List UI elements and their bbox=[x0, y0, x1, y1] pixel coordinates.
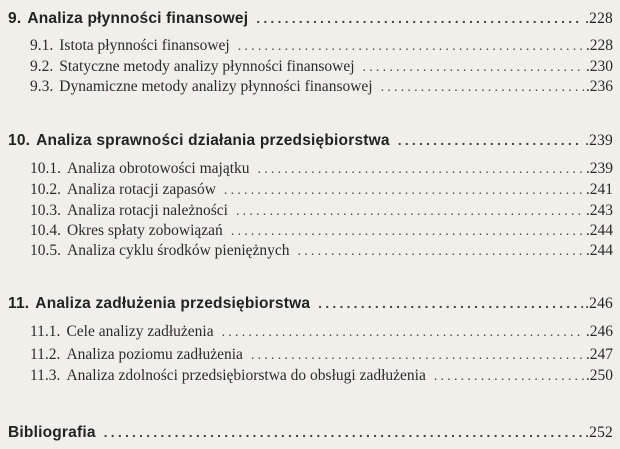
section-title: Analiza cyklu środków pieniężnych bbox=[67, 242, 290, 259]
page-number: .239 bbox=[585, 132, 613, 149]
section-number: 9.3. bbox=[30, 78, 54, 95]
chapter-11-heading[interactable] bbox=[8, 295, 613, 313]
section-title: Analiza zdolności przedsiębiorstwa do obsługi zadłużenia bbox=[66, 367, 426, 384]
toc-entry-11-3[interactable] bbox=[30, 367, 613, 385]
section-number: 9.2. bbox=[30, 58, 54, 75]
leader-dots bbox=[236, 204, 584, 220]
section-number: 11.3. bbox=[30, 367, 61, 384]
page-number: .228 bbox=[585, 37, 613, 54]
toc-entry-10-4[interactable] bbox=[30, 222, 613, 240]
leader-dots bbox=[224, 183, 584, 199]
chapter-number: 11. bbox=[8, 295, 30, 312]
chapter-title: Analiza płynności finansowej bbox=[27, 10, 249, 27]
page-number: .250 bbox=[585, 367, 613, 384]
chapter-9-heading[interactable] bbox=[8, 10, 613, 28]
section-title: Analiza rotacji należności bbox=[67, 202, 228, 219]
page-number: .246 bbox=[585, 323, 613, 340]
chapter-title: Analiza sprawności działania przedsiębiorstwa bbox=[36, 132, 390, 149]
leader-dots bbox=[104, 424, 583, 440]
section-number: 10.4. bbox=[30, 222, 61, 239]
leader-dots bbox=[251, 348, 584, 364]
leader-dots bbox=[256, 10, 583, 26]
toc-entry-9-3[interactable] bbox=[30, 78, 613, 96]
bibliography-heading[interactable] bbox=[8, 424, 613, 442]
page-number: .228 bbox=[585, 10, 613, 27]
page-number: .230 bbox=[585, 58, 613, 75]
page-number: .244 bbox=[585, 242, 613, 259]
toc-entry-10-1[interactable] bbox=[30, 160, 613, 178]
chapter-10-heading[interactable] bbox=[8, 132, 613, 150]
section-title: Analiza rotacji zapasów bbox=[67, 181, 216, 198]
toc-entry-10-3[interactable] bbox=[30, 202, 613, 220]
toc-entry-9-1[interactable] bbox=[30, 37, 613, 55]
section-title: Istota płynności finansowej bbox=[59, 37, 230, 54]
leader-dots bbox=[398, 132, 583, 148]
page-number: .243 bbox=[585, 202, 613, 219]
section-title: Statyczne metody analizy płynności finansowej bbox=[59, 58, 355, 75]
page-number: .247 bbox=[585, 346, 613, 363]
section-number: 11.2. bbox=[30, 346, 61, 363]
section-number: 9.1. bbox=[30, 37, 54, 54]
toc-entry-11-1[interactable] bbox=[30, 323, 613, 341]
section-number: 11.1. bbox=[30, 323, 61, 340]
bibliography-title: Bibliografia bbox=[8, 424, 96, 441]
leader-dots bbox=[231, 224, 584, 240]
leader-dots bbox=[298, 244, 584, 260]
page-number: .236 bbox=[585, 78, 613, 95]
section-number: 10.5. bbox=[30, 242, 61, 259]
section-title: Analiza poziomu zadłużenia bbox=[66, 346, 243, 363]
leader-dots bbox=[318, 295, 583, 311]
leader-dots bbox=[238, 39, 584, 55]
toc-entry-11-2[interactable] bbox=[30, 346, 613, 364]
leader-dots bbox=[381, 80, 584, 96]
chapter-title: Analiza zadłużenia przedsiębiorstwa bbox=[35, 295, 311, 312]
chapter-number: 10. bbox=[8, 132, 31, 149]
toc-entry-9-2[interactable] bbox=[30, 58, 613, 76]
leader-dots bbox=[434, 369, 584, 385]
page-number: .246 bbox=[585, 295, 613, 312]
toc-entry-10-5[interactable] bbox=[30, 242, 613, 260]
section-title: Cele analizy zadłużenia bbox=[66, 323, 214, 340]
leader-dots bbox=[222, 325, 584, 341]
section-number: 10.1. bbox=[30, 160, 61, 177]
page-number: .239 bbox=[585, 160, 613, 177]
section-title: Analiza obrotowości majątku bbox=[67, 160, 250, 177]
leader-dots bbox=[363, 60, 584, 76]
section-number: 10.3. bbox=[30, 202, 61, 219]
section-title: Okres spłaty zobowiązań bbox=[67, 222, 223, 239]
section-title: Dynamiczne metody analizy płynności finansowej bbox=[59, 78, 373, 95]
page-number: .252 bbox=[585, 424, 613, 441]
chapter-number: 9. bbox=[8, 10, 22, 27]
section-number: 10.2. bbox=[30, 181, 61, 198]
toc-entry-10-2[interactable] bbox=[30, 181, 613, 199]
page-number: .241 bbox=[585, 181, 613, 198]
leader-dots bbox=[258, 162, 584, 178]
page-number: .244 bbox=[585, 222, 613, 239]
